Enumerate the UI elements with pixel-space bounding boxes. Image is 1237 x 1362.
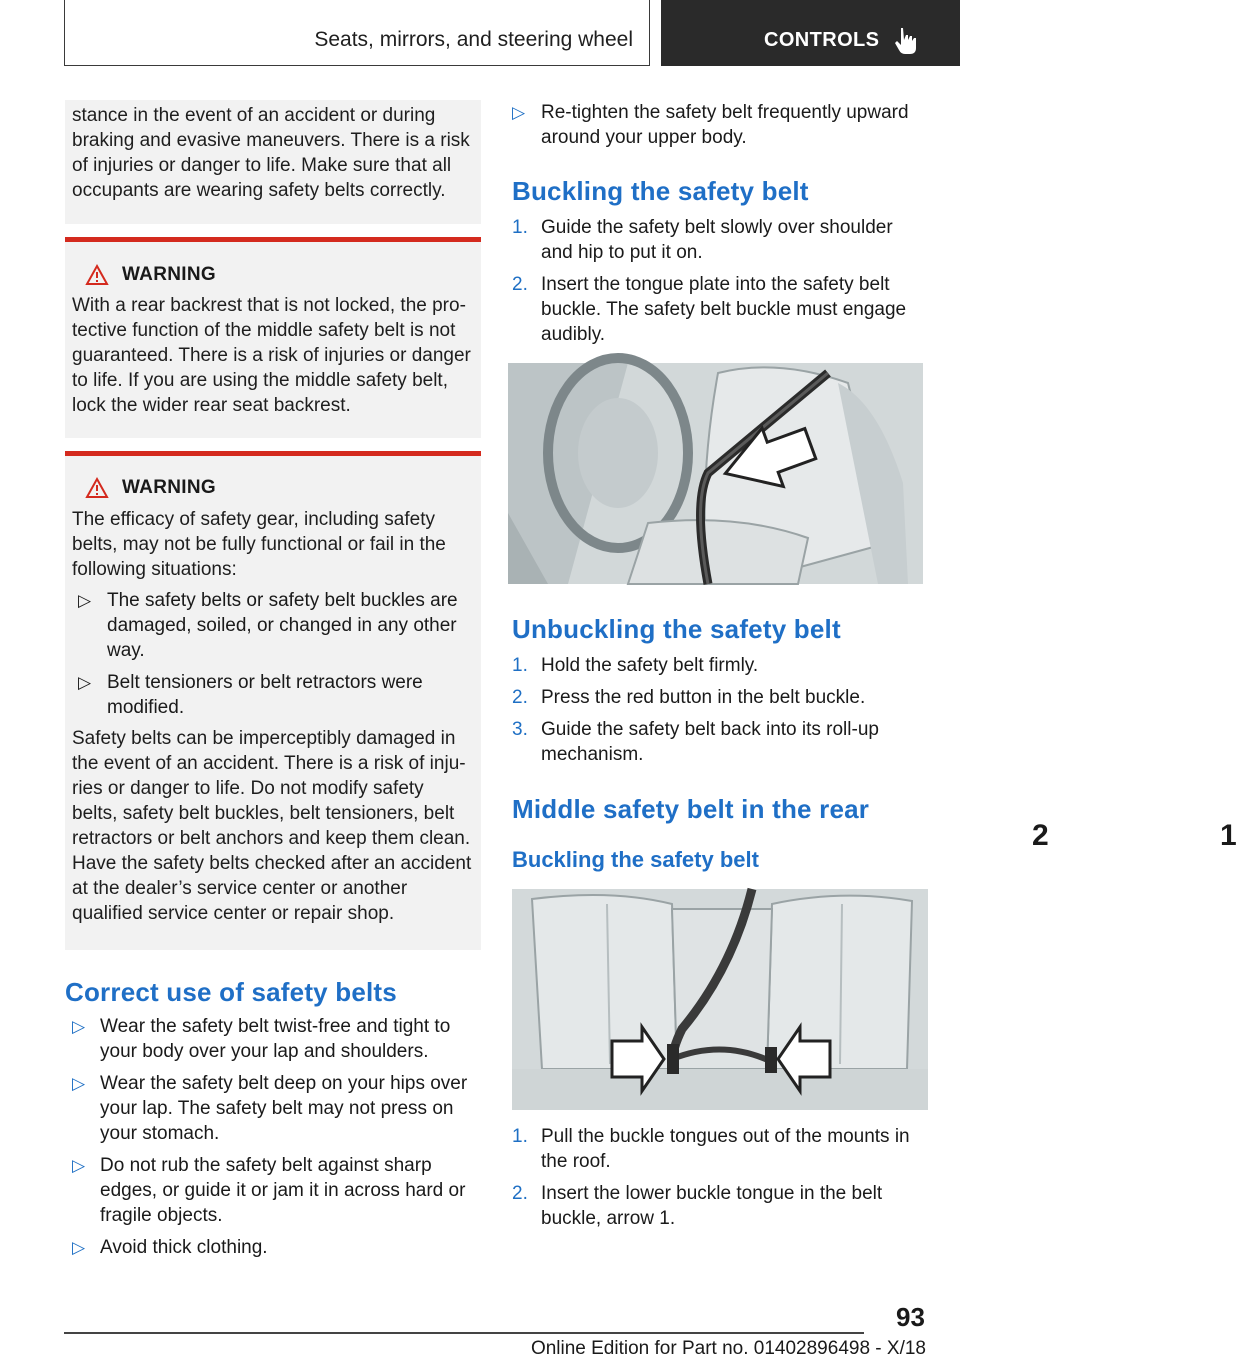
retighten-list	[512, 100, 928, 150]
list-item: 1. Hold the safety belt firmly.	[512, 655, 759, 676]
unbuckling-heading: Unbuckling the safety belt	[512, 614, 841, 644]
middle-belt-heading: Middle safety belt in the rear	[512, 794, 870, 824]
warning-title: WARNING	[122, 264, 216, 285]
list-item: 1. Pull the buckle tongues out of the mounts in the roof.	[512, 1126, 910, 1172]
warning-box-backrest	[65, 237, 481, 438]
warning-title: WARNING	[122, 477, 216, 498]
list-item: ▷ Wear the safety belt deep on your hips over your lap. The safety belt may not press on your stomach.	[72, 1073, 468, 1144]
step-number: 3.	[512, 719, 528, 740]
triangle-bullet-icon: ▷	[72, 1074, 86, 1093]
list-item: 3. Guide the safety belt back into its roll-up mechanism.	[512, 719, 879, 765]
correct-use-list	[65, 1014, 481, 1260]
warning-triangle-icon	[86, 265, 108, 285]
list-item: ▷ Do not rub the safety belt against sharp edges, or guide it or jam it in across hard or fragile objects.	[72, 1155, 466, 1226]
step-number: 1.	[512, 1126, 528, 1147]
step-number: 1.	[512, 217, 528, 238]
warning-outro: Safety belts can be imperceptibly damaged in the event of an accident. There is a risk of injuries or danger to life. Do not modify safety belts, safety belt buckles, belt tensioners, belt retractors or belt anchors and keep them clean. Have the safety belts checked after an accident at the dealer’s service center or another qualified service center or repair shop.	[72, 728, 472, 924]
middle-belt-subheading: Buckling the safety belt	[512, 847, 759, 872]
list-item: ▷ Re-tighten the safety belt frequently upward around your upper body.	[512, 102, 909, 148]
warning-box-efficacy	[65, 451, 481, 950]
figure-seat-belt-front	[508, 363, 923, 584]
continued-text: stance in the event of an accident or during braking and evasive maneuvers. There is a risk of injuries or danger to life. Make sure that all occupants are wearing safety belts correctly.	[72, 105, 470, 201]
unbuckling-steps	[512, 653, 928, 767]
warning-intro: The efficacy of safety gear, including safety belts, may not be fully functional or fail in the following situations:	[72, 509, 446, 580]
correct-use-heading: Correct use of safety belts	[65, 977, 397, 1007]
warning-triangle-icon	[86, 478, 108, 498]
step-number: 2.	[512, 274, 528, 295]
left-column	[65, 100, 481, 1260]
triangle-bullet-icon: ▷	[78, 591, 92, 610]
list-item: ▷ The safety belts or safety belt buckles are damaged, soiled, or changed in any other way.	[78, 590, 458, 661]
hand-pointer-icon	[893, 26, 921, 56]
buckling-steps	[512, 215, 928, 347]
footer-divider	[64, 1332, 864, 1334]
page-number: 93	[896, 1302, 925, 1332]
triangle-bullet-icon: ▷	[72, 1238, 86, 1257]
step-number: 1.	[512, 655, 528, 676]
triangle-bullet-icon: ▷	[72, 1156, 86, 1175]
warning-header	[72, 258, 473, 292]
list-item: 2. Press the red button in the belt buckle.	[512, 687, 866, 708]
list-item: ▷ Avoid thick clothing.	[72, 1237, 268, 1258]
list-item: 1. Guide the safety belt slowly over shoulder and hip to put it on.	[512, 217, 893, 263]
middle-belt-steps	[512, 1124, 928, 1231]
right-column	[512, 100, 1237, 1231]
triangle-bullet-icon: ▷	[72, 1017, 86, 1036]
step-number: 2.	[512, 1183, 528, 1204]
buckling-heading: Buckling the safety belt	[512, 176, 809, 206]
list-item: 2. Insert the tongue plate into the safety belt buckle. The safety belt buckle must engage audibly.	[512, 274, 907, 345]
figure-label-1: 1	[1220, 819, 1237, 852]
warning-header	[72, 471, 473, 505]
triangle-bullet-icon: ▷	[78, 673, 92, 692]
header-section-title-box	[64, 0, 650, 66]
step-number: 2.	[512, 687, 528, 708]
chapter-tab-label: CONTROLS	[764, 29, 880, 51]
list-item: ▷ Wear the safety belt twist-free and tight to your body over your lap and shoulders.	[72, 1016, 451, 1062]
warning-text: With a rear backrest that is not locked, the protective function of the middle safety belt is not guaranteed. There is a risk of injuries or danger to life. If you are using the middle safety belt, lock the wider rear seat backrest.	[72, 295, 471, 416]
footer-edition: Online Edition for Part no. 01402896498 - X/18	[530, 1338, 926, 1359]
list-item: 2. Insert the lower buckle tongue in the belt buckle, arrow 1.	[512, 1183, 883, 1229]
list-item: ▷ Belt tensioners or belt retractors were modified.	[78, 672, 423, 718]
figure-label-2: 2	[1032, 819, 1049, 852]
triangle-bullet-icon: ▷	[512, 103, 526, 122]
warning-situations-list	[72, 588, 473, 720]
continued-warning-box	[65, 100, 481, 224]
section-title: Seats, mirrors, and steering wheel	[314, 28, 633, 51]
